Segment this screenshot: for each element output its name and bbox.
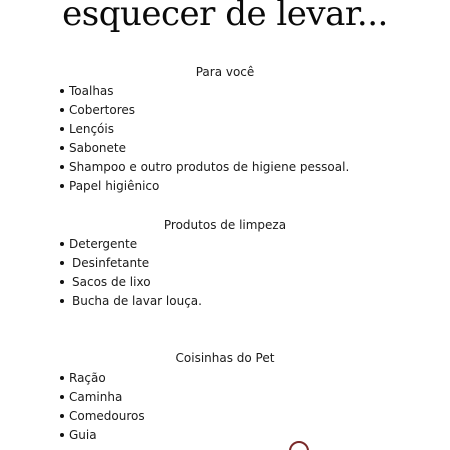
list-item: Comedouros bbox=[60, 407, 145, 426]
bullet-icon bbox=[60, 433, 64, 437]
section-heading-coisinhas-do-pet: Coisinhas do Pet bbox=[175, 351, 275, 365]
bullet-icon bbox=[60, 89, 64, 93]
list-item: Shampoo e outro produtos de higiene pessoal. bbox=[60, 158, 349, 177]
list-item: Sabonete bbox=[60, 139, 349, 158]
list-item: Cobertores bbox=[60, 101, 349, 120]
section-heading-produtos-de-limpeza: Produtos de limpeza bbox=[163, 218, 287, 232]
page-title: esquecer de levar... bbox=[62, 0, 388, 34]
bullet-icon bbox=[60, 261, 64, 265]
list-item: Ração bbox=[60, 369, 145, 388]
list-item: Detergente bbox=[60, 235, 202, 254]
bullet-icon bbox=[60, 280, 64, 284]
bullet-icon bbox=[60, 127, 64, 131]
list-item: Toalhas bbox=[60, 82, 349, 101]
bullet-icon bbox=[60, 146, 64, 150]
list-item: Sacos de lixo bbox=[60, 273, 202, 292]
list-item: Desinfetante bbox=[60, 254, 202, 273]
bullet-icon bbox=[60, 395, 64, 399]
bullet-icon bbox=[60, 242, 64, 246]
bullet-icon bbox=[60, 108, 64, 112]
list-item: Bucha de lavar louça. bbox=[60, 292, 202, 311]
list-produtos-de-limpeza bbox=[60, 235, 202, 311]
section-heading-para-voce: Para você bbox=[195, 65, 255, 79]
bullet-icon bbox=[60, 376, 64, 380]
list-para-voce bbox=[60, 82, 349, 196]
bullet-icon bbox=[60, 165, 64, 169]
bullet-icon bbox=[60, 299, 64, 303]
bullet-icon bbox=[60, 414, 64, 418]
list-coisinhas-do-pet bbox=[60, 369, 145, 445]
list-item: Papel higiênico bbox=[60, 177, 349, 196]
list-item: Lençóis bbox=[60, 120, 349, 139]
list-item: Caminha bbox=[60, 388, 145, 407]
circle-logo-icon bbox=[289, 441, 309, 450]
list-item: Guia bbox=[60, 426, 145, 445]
bullet-icon bbox=[60, 184, 64, 188]
